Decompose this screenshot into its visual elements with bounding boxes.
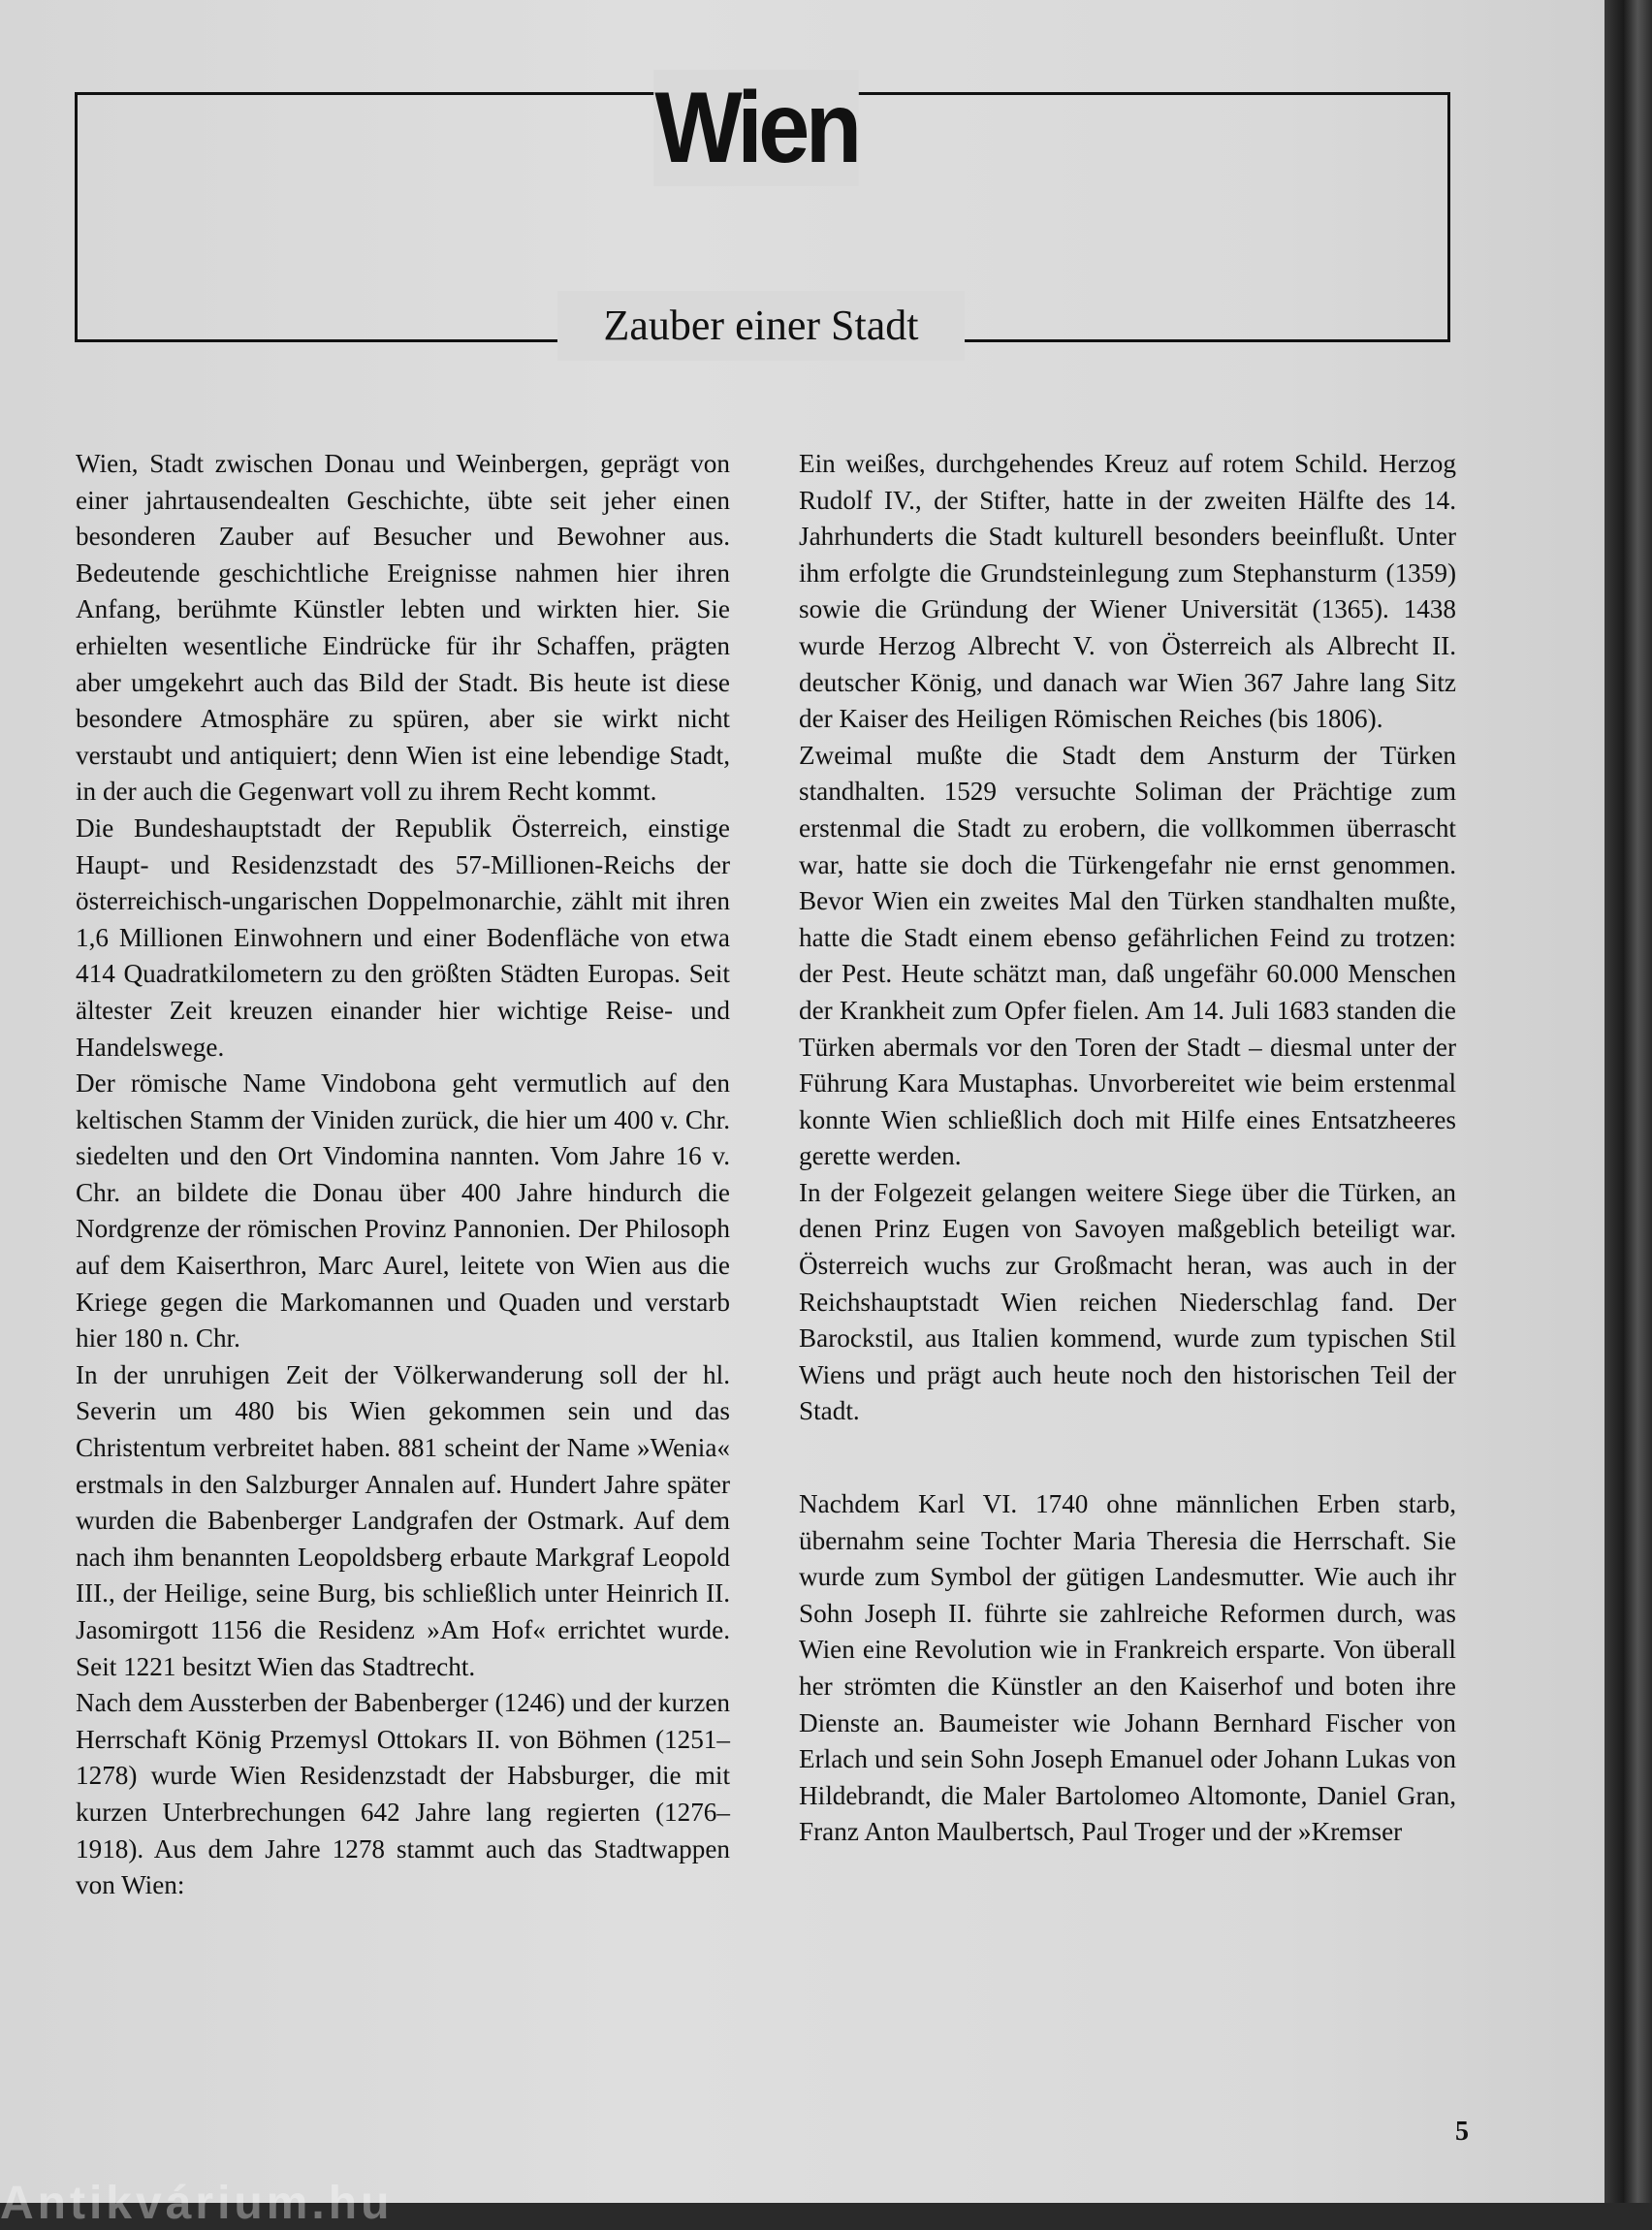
paragraph: Die Bundeshauptstadt der Republik Österreich, einstige Haupt- und Residenzstadt des 57-Millionen-Reichs der österreichisch-ungarischen Doppelmonarchie, zählt mit ihren 1,6 Millionen Einwohnern und einer Bodenfläche von etwa 414 Quadratkilometern zu den größten Städten Europas. Seit ältester Zeit kreuzen einander hier wichtige Reise- und Handelswege.: [76, 812, 730, 1062]
page-number: 5: [1455, 2117, 1469, 2147]
paragraph: Zweimal mußte die Stadt dem Ansturm der Türken standhalten. 1529 versuchte Soliman der Prächtige zum erstenmal die Stadt zu erobern, die vollkommen überrascht war, hatte sie doch die Türkengefahr nie ernst genommen. Bevor Wien ein zweites Mal den Türken standhalten mußte, hatte die Stadt einem ebenso gefährlichen Feind zu trotzen: der Pest. Heute schätzt man, daß ungefähr 60.000 Menschen der Krankheit zum Opfer fielen. Am 14. Juli 1683 standen die Türken abermals vor den Toren der Stadt – diesmal unter der Führung Kara Mustaphas. Unvorbereitet wie beim erstenmal konnte Wien schließlich doch mit Hilfe eines Entsatzheeres gerette werden.: [799, 740, 1456, 1171]
paragraph: In der unruhigen Zeit der Völkerwanderung soll der hl. Severin um 480 bis Wien gekommen sein und das Christentum verbreitet haben. 881 scheint der Name »Wenia« erstmals in den Salzburger Annalen auf. Hundert Jahre später wurden die Babenberger Landgrafen der Ostmark. Auf dem nach ihm benannten Leopoldsberg erbaute Markgraf Leopold III., der Heilige, seine Burg, bis schließlich unter Heinrich II. Jasomirgott 1156 die Residenz »Am Hof« errichtet wurde. Seit 1221 besitzt Wien das Stadtrecht.: [76, 1359, 730, 1681]
paragraph: Nach dem Aussterben der Babenberger (1246) und der kurzen Herrschaft König Przemysl Ottokars II. von Böhmen (1251–1278) wurde Wien Residenzstadt der Habsburger, die mit kurzen Unterbrechungen 642 Jahre lang regierten (1276–1918). Aus dem Jahre 1278 stammt auch das Stadtwappen von Wien:: [76, 1688, 730, 1900]
paragraph: Ein weißes, durchgehendes Kreuz auf rotem Schild. Herzog Rudolf IV., der Stifter, hatte in der zweiten Hälfte des 14. Jahrhunderts die Stadt kulturell besonders beeinflußt. Unter ihm erfolgte die Grundsteinlegung zum Stephansturm (1359) sowie die Gründung der Wiener Universität (1365). 1438 wurde Herzog Albrecht V. von Österreich als Albrecht II. deutscher König, und danach war Wien 367 Jahre lang Sitz der Kaiser des Heiligen Römischen Reiches (bis 1806).: [799, 449, 1456, 734]
page-title: Wien: [654, 72, 858, 184]
paragraph: Der römische Name Vindobona geht vermutlich auf den keltischen Stamm der Viniden zurück, die hier um 400 v. Chr. siedelten und den Ort Vindomina nannten. Vom Jahre 16 v. Chr. an bildete die Donau über 400 Jahre hindurch die Nordgrenze der römischen Provinz Pannonien. Der Philosoph auf dem Kaiserthron, Marc Aurel, leitete von Wien aus die Kriege gegen die Markomannen und Quaden und verstarb hier 180 n. Chr.: [76, 1068, 730, 1354]
left-column: [76, 446, 730, 1904]
book-binding-edge: [1604, 0, 1652, 2203]
paragraph: In der Folgezeit gelangen weitere Siege über die Türken, an denen Prinz Eugen von Savoyen maßgeblich beteiligt war. Österreich wuchs zur Großmacht heran, was auch in der Reichshauptstadt Wien reichen Niederschlag fand. Der Barockstil, aus Italien kommend, wurde zum typischen Stil Wiens und prägt auch heute noch den historischen Teil der Stadt.: [799, 1177, 1456, 1426]
right-column: [799, 446, 1456, 1851]
paragraph: Nachdem Karl VI. 1740 ohne männlichen Erben starb, übernahm seine Tochter Maria Theresia die Herrschaft. Sie wurde zum Symbol der gütigen Landesmutter. Wie auch ihr Sohn Joseph II. führte sie zahlreiche Reformen durch, was Wien eine Revolution wie in Frankreich ersparte. Von überall her strömten die Künstler an den Kaiserhof und boten ihre Dienste an. Baumeister wie Johann Bernhard Fischer von Erlach und sein Sohn Joseph Emanuel oder Johann Lukas von Hildebrandt, die Maler Bartolomeo Altomonte, Daniel Gran, Franz Anton Maulbertsch, Paul Troger und der »Kremser: [799, 1489, 1456, 1847]
watermark: Antikvárium.hu: [0, 2178, 394, 2229]
paragraph: Wien, Stadt zwischen Donau und Weinbergen, geprägt von einer jahrtausendealten Geschichte, übte seit jeher einen besonderen Zauber auf Besucher und Bewohner aus. Bedeutende geschichtliche Ereignisse nahmen hier ihren Anfang, berühmte Künstler lebten und wirkten hier. Sie erhielten wesentliche Eindrücke für ihr Schaffen, prägten aber umgekehrt auch das Bild der Stadt. Bis heute ist diese besondere Atmosphäre zu spüren, aber sie wirkt nicht verstaubt und antiquiert; denn Wien ist eine lebendige Stadt, in der auch die Gegenwart voll zu ihrem Recht kommt.: [76, 449, 730, 807]
page-subtitle: Zauber einer Stadt: [557, 291, 965, 361]
